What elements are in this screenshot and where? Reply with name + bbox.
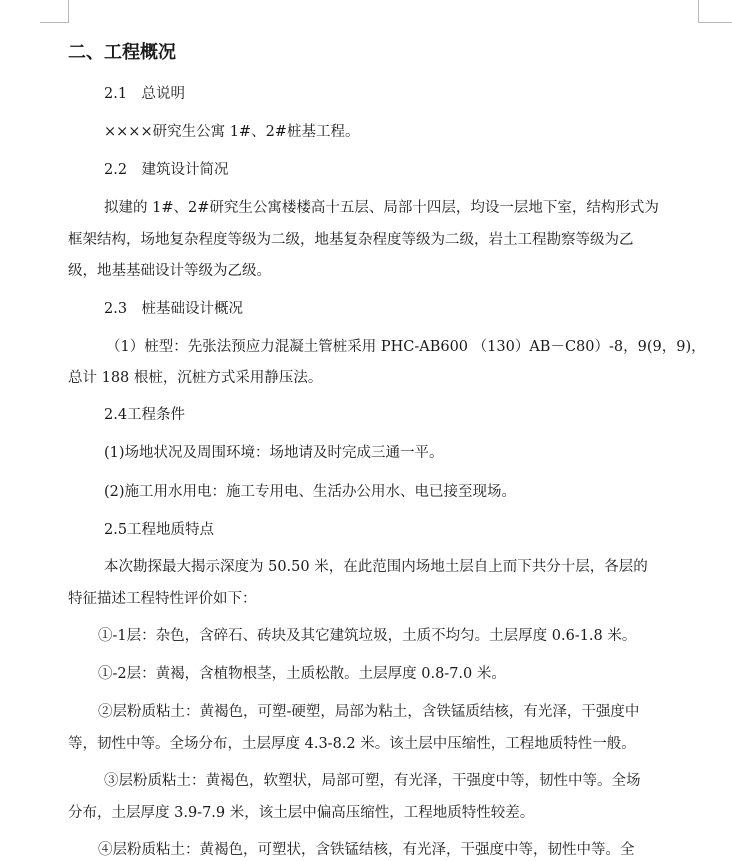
- building-para-line-1: 拟建的 1#、2#研究生公寓楼楼高十五层、局部十四层，均设一层地下室，结构形式为: [104, 200, 659, 216]
- layer-2-line-1: ②层粉质粘土：黄褐色，可塑-硬塑，局部为粘土，含铁锰质结核，有光泽，干强度中: [98, 704, 640, 720]
- page-corner-mark-left: [40, 0, 69, 23]
- layer-3-line-2: 分布，土层厚度 3.9-7.9 米，该土层中偏高压缩性，工程地质特性较差。: [68, 805, 535, 821]
- subsection-2-1-title: 2.1 总说明: [104, 86, 186, 102]
- building-para-line-3: 级，地基基础设计等级为乙级。: [68, 263, 271, 279]
- geology-para-line-2: 特征描述工程特性评价如下：: [68, 591, 257, 607]
- subsection-2-3-title: 2.3 桩基础设计概况: [104, 301, 244, 317]
- layer-1-1-description: ①-1层：杂色，含碎石、砖块及其它建筑垃圾，土质不均匀。土层厚度 0.6-1.8 米。: [98, 628, 637, 644]
- page-corner-mark-right: [698, 0, 732, 23]
- section-heading: 二、工程概况: [68, 42, 176, 63]
- pile-para-line-1: （1）桩型：先张法预应力混凝土管桩采用 PHC-AB600 （130）AB－C80）-8，9(9，9)，: [106, 339, 706, 355]
- condition-item-1: (1)场地状况及周围环境：场地请及时完成三通一平。: [104, 445, 444, 461]
- subsection-2-2-title: 2.2 建筑设计简况: [104, 162, 229, 178]
- layer-3-line-1: ③层粉质粘土：黄褐色，软塑状，局部可塑，有光泽，干强度中等，韧性中等。全场: [104, 773, 641, 789]
- subsection-2-5-title: 2.5工程地质特点: [104, 522, 215, 538]
- geology-para-line-1: 本次勘探最大揭示深度为 50.50 米，在此范围内场地土层自上而下共分十层，各层的: [104, 559, 648, 575]
- layer-2-line-2: 等，韧性中等。全场分布，土层厚度 4.3-8.2 米。该土层中压缩性，工程地质特性一般。: [68, 736, 636, 752]
- subsection-2-4-title: 2.4工程条件: [104, 407, 186, 423]
- layer-4-line-1: ④层粉质粘土：黄褐色，可塑状，含铁锰结核，有光泽，干强度中等，韧性中等。全: [98, 842, 635, 858]
- pile-para-line-2: 总计 188 根桩，沉桩方式采用静压法。: [68, 370, 323, 386]
- condition-item-2: (2)施工用水用电：施工专用电、生活办公用水、电已接至现场。: [104, 484, 517, 500]
- layer-1-2-description: ①-2层：黄褐，含植物根茎，土质松散。土层厚度 0.8-7.0 米。: [98, 666, 506, 682]
- subsection-2-1-text: ××××研究生公寓 1#、2#桩基工程。: [104, 124, 360, 140]
- building-para-line-2: 框架结构，场地复杂程度等级为二级，地基复杂程度等级为二级，岩土工程勘察等级为乙: [68, 232, 634, 248]
